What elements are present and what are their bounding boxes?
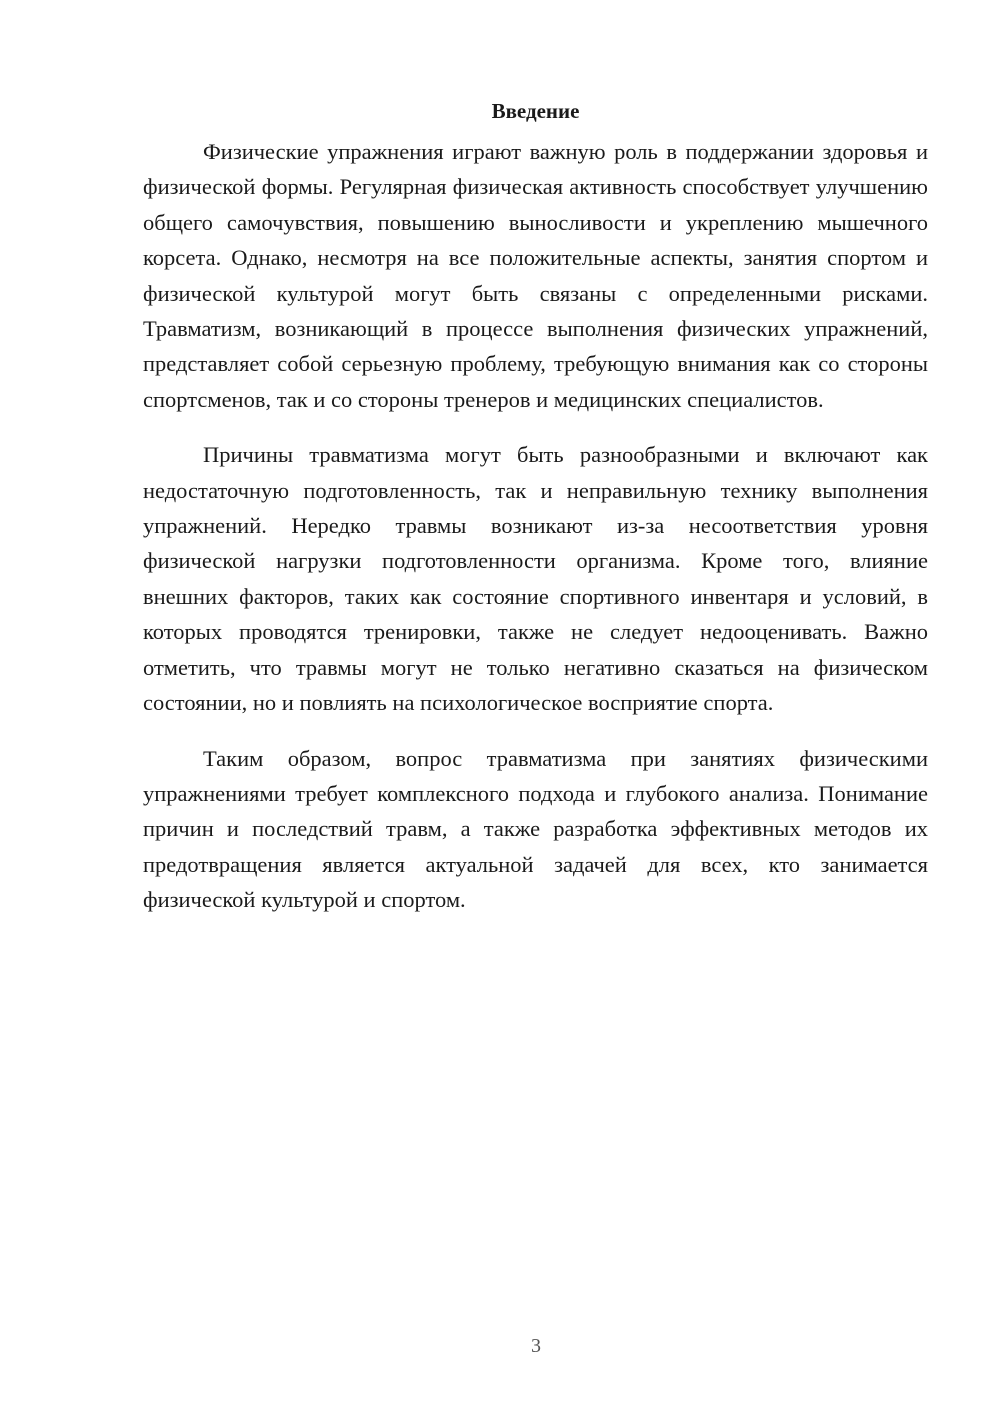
paragraph-1: Физические упражнения играют важную роль в поддержании здоровья и физической формы. Регулярная физическая активность способствует улучшению общего самочувствия, повышению выносливости и укреплению мышечного корсета. Однако, несмотря на все положительные аспекты, занятия спортом и физической культурой могут быть связаны с определенными рисками. Травматизм, возникающий в процессе выполнения физических упражнений, представляет собой серьезную проблему, требующую внимания как со стороны спортсменов, так и со стороны тренеров и медицинских специалистов. (143, 139, 928, 412)
paragraph-3: Таким образом, вопрос травматизма при занятиях физическими упражнениями требует комплексного подхода и глубокого анализа. Понимание причин и последствий травм, а также разработка эффективных методов их предотвращения является актуальной задачей для всех, кто занимается физической культурой и спортом. (143, 745, 928, 913)
page-title: Введение (491, 99, 580, 123)
paragraph-2: Причины травматизма могут быть разнообразными и включают как недостаточную подготовленность, так и неправильную технику выполнения упражнений. Нередко травмы возникают из-за несоответствия уровня физической нагрузки подготовленности организма. Кроме того, влияние внешних факторов, таких как состояние спортивного инвентаря и условий, в которых проводятся тренировки, также не следует недооценивать. Важно отметить, что травмы могут не только негативно сказаться на физическом состоянии, но и повлиять на психологическое восприятие спорта. (143, 442, 928, 716)
page-content (143, 94, 928, 938)
page-number: 3 (531, 1335, 541, 1357)
